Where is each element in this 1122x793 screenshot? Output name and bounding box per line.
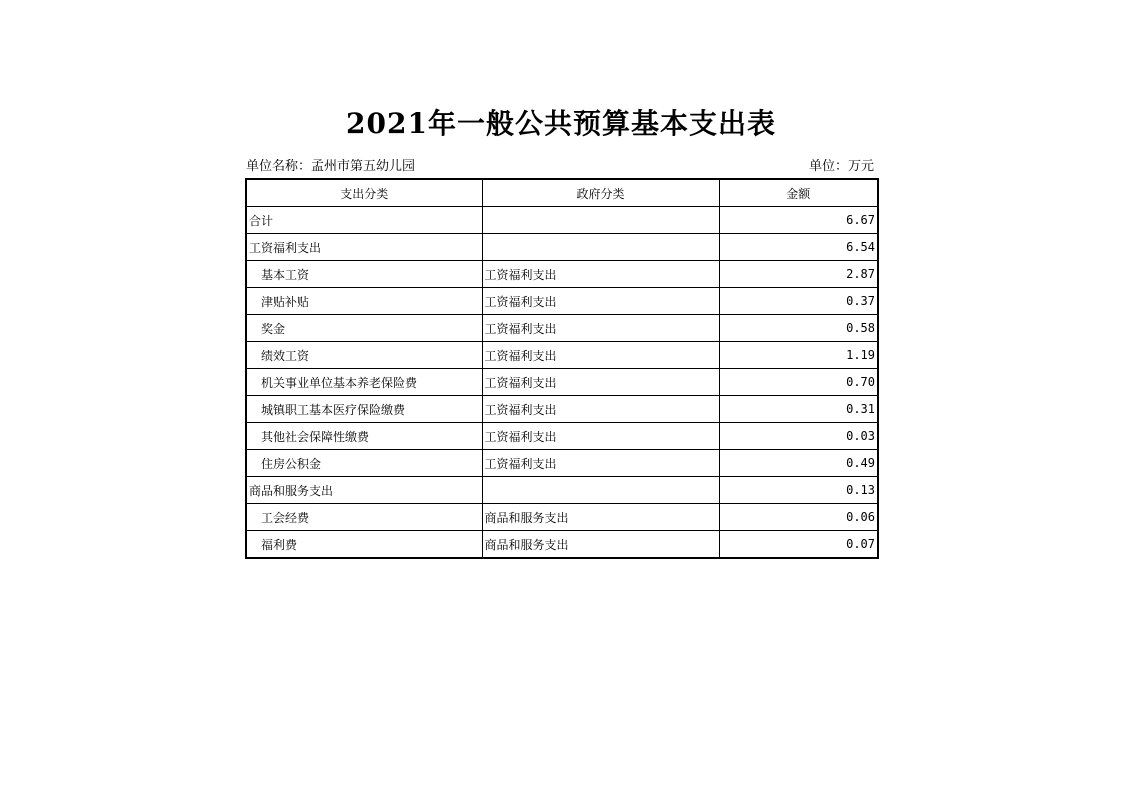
cell-amount: 0.07 xyxy=(719,531,878,559)
cell-gov-category: 工资福利支出 xyxy=(482,396,719,423)
header-amount: 金额 xyxy=(719,179,878,207)
table-row xyxy=(246,450,878,477)
cell-amount: 6.54 xyxy=(719,234,878,261)
table-row xyxy=(246,342,878,369)
table-body xyxy=(246,207,878,559)
cell-gov-category xyxy=(482,234,719,261)
table-row xyxy=(246,504,878,531)
cell-gov-category: 工资福利支出 xyxy=(482,342,719,369)
cell-amount: 0.13 xyxy=(719,477,878,504)
unit-label: 单位：万元 xyxy=(808,159,874,174)
cell-category: 津贴补贴 xyxy=(246,288,482,315)
cell-amount: 0.70 xyxy=(719,369,878,396)
table-row xyxy=(246,477,878,504)
cell-category: 工会经费 xyxy=(246,504,482,531)
table-row xyxy=(246,234,878,261)
header-category: 支出分类 xyxy=(246,179,482,207)
cell-amount: 0.49 xyxy=(719,450,878,477)
cell-category: 机关事业单位基本养老保险费 xyxy=(246,369,482,396)
cell-category: 商品和服务支出 xyxy=(246,477,482,504)
table-row xyxy=(246,396,878,423)
cell-gov-category xyxy=(482,477,719,504)
table-row xyxy=(246,369,878,396)
cell-gov-category: 工资福利支出 xyxy=(482,261,719,288)
cell-amount: 0.06 xyxy=(719,504,878,531)
cell-gov-category: 商品和服务支出 xyxy=(482,504,719,531)
table-row xyxy=(246,531,878,559)
cell-category: 工资福利支出 xyxy=(246,234,482,261)
header-gov-category: 政府分类 xyxy=(482,179,719,207)
cell-amount: 1.19 xyxy=(719,342,878,369)
cell-category: 住房公积金 xyxy=(246,450,482,477)
cell-gov-category: 工资福利支出 xyxy=(482,288,719,315)
cell-amount: 0.31 xyxy=(719,396,878,423)
table-row xyxy=(246,288,878,315)
table-row xyxy=(246,207,878,234)
table-row xyxy=(246,261,878,288)
cell-category: 合计 xyxy=(246,207,482,234)
unit-name-label: 单位名称：孟州市第五幼儿园 xyxy=(246,159,416,174)
cell-gov-category: 工资福利支出 xyxy=(482,450,719,477)
table-row xyxy=(246,315,878,342)
cell-amount: 2.87 xyxy=(719,261,878,288)
cell-gov-category: 工资福利支出 xyxy=(482,423,719,450)
cell-amount: 0.37 xyxy=(719,288,878,315)
cell-amount: 6.67 xyxy=(719,207,878,234)
table-header-row xyxy=(246,179,878,207)
cell-category: 其他社会保障性缴费 xyxy=(246,423,482,450)
cell-amount: 0.03 xyxy=(719,423,878,450)
table-meta xyxy=(246,158,876,176)
cell-category: 奖金 xyxy=(246,315,482,342)
page-title: 2021年一般公共预算基本支出表 xyxy=(346,107,776,140)
cell-category: 绩效工资 xyxy=(246,342,482,369)
table-row xyxy=(246,423,878,450)
cell-gov-category: 工资福利支出 xyxy=(482,369,719,396)
cell-category: 城镇职工基本医疗保险缴费 xyxy=(246,396,482,423)
cell-gov-category: 工资福利支出 xyxy=(482,315,719,342)
budget-table xyxy=(245,178,879,559)
cell-gov-category xyxy=(482,207,719,234)
cell-category: 福利费 xyxy=(246,531,482,559)
cell-gov-category: 商品和服务支出 xyxy=(482,531,719,559)
cell-category: 基本工资 xyxy=(246,261,482,288)
cell-amount: 0.58 xyxy=(719,315,878,342)
